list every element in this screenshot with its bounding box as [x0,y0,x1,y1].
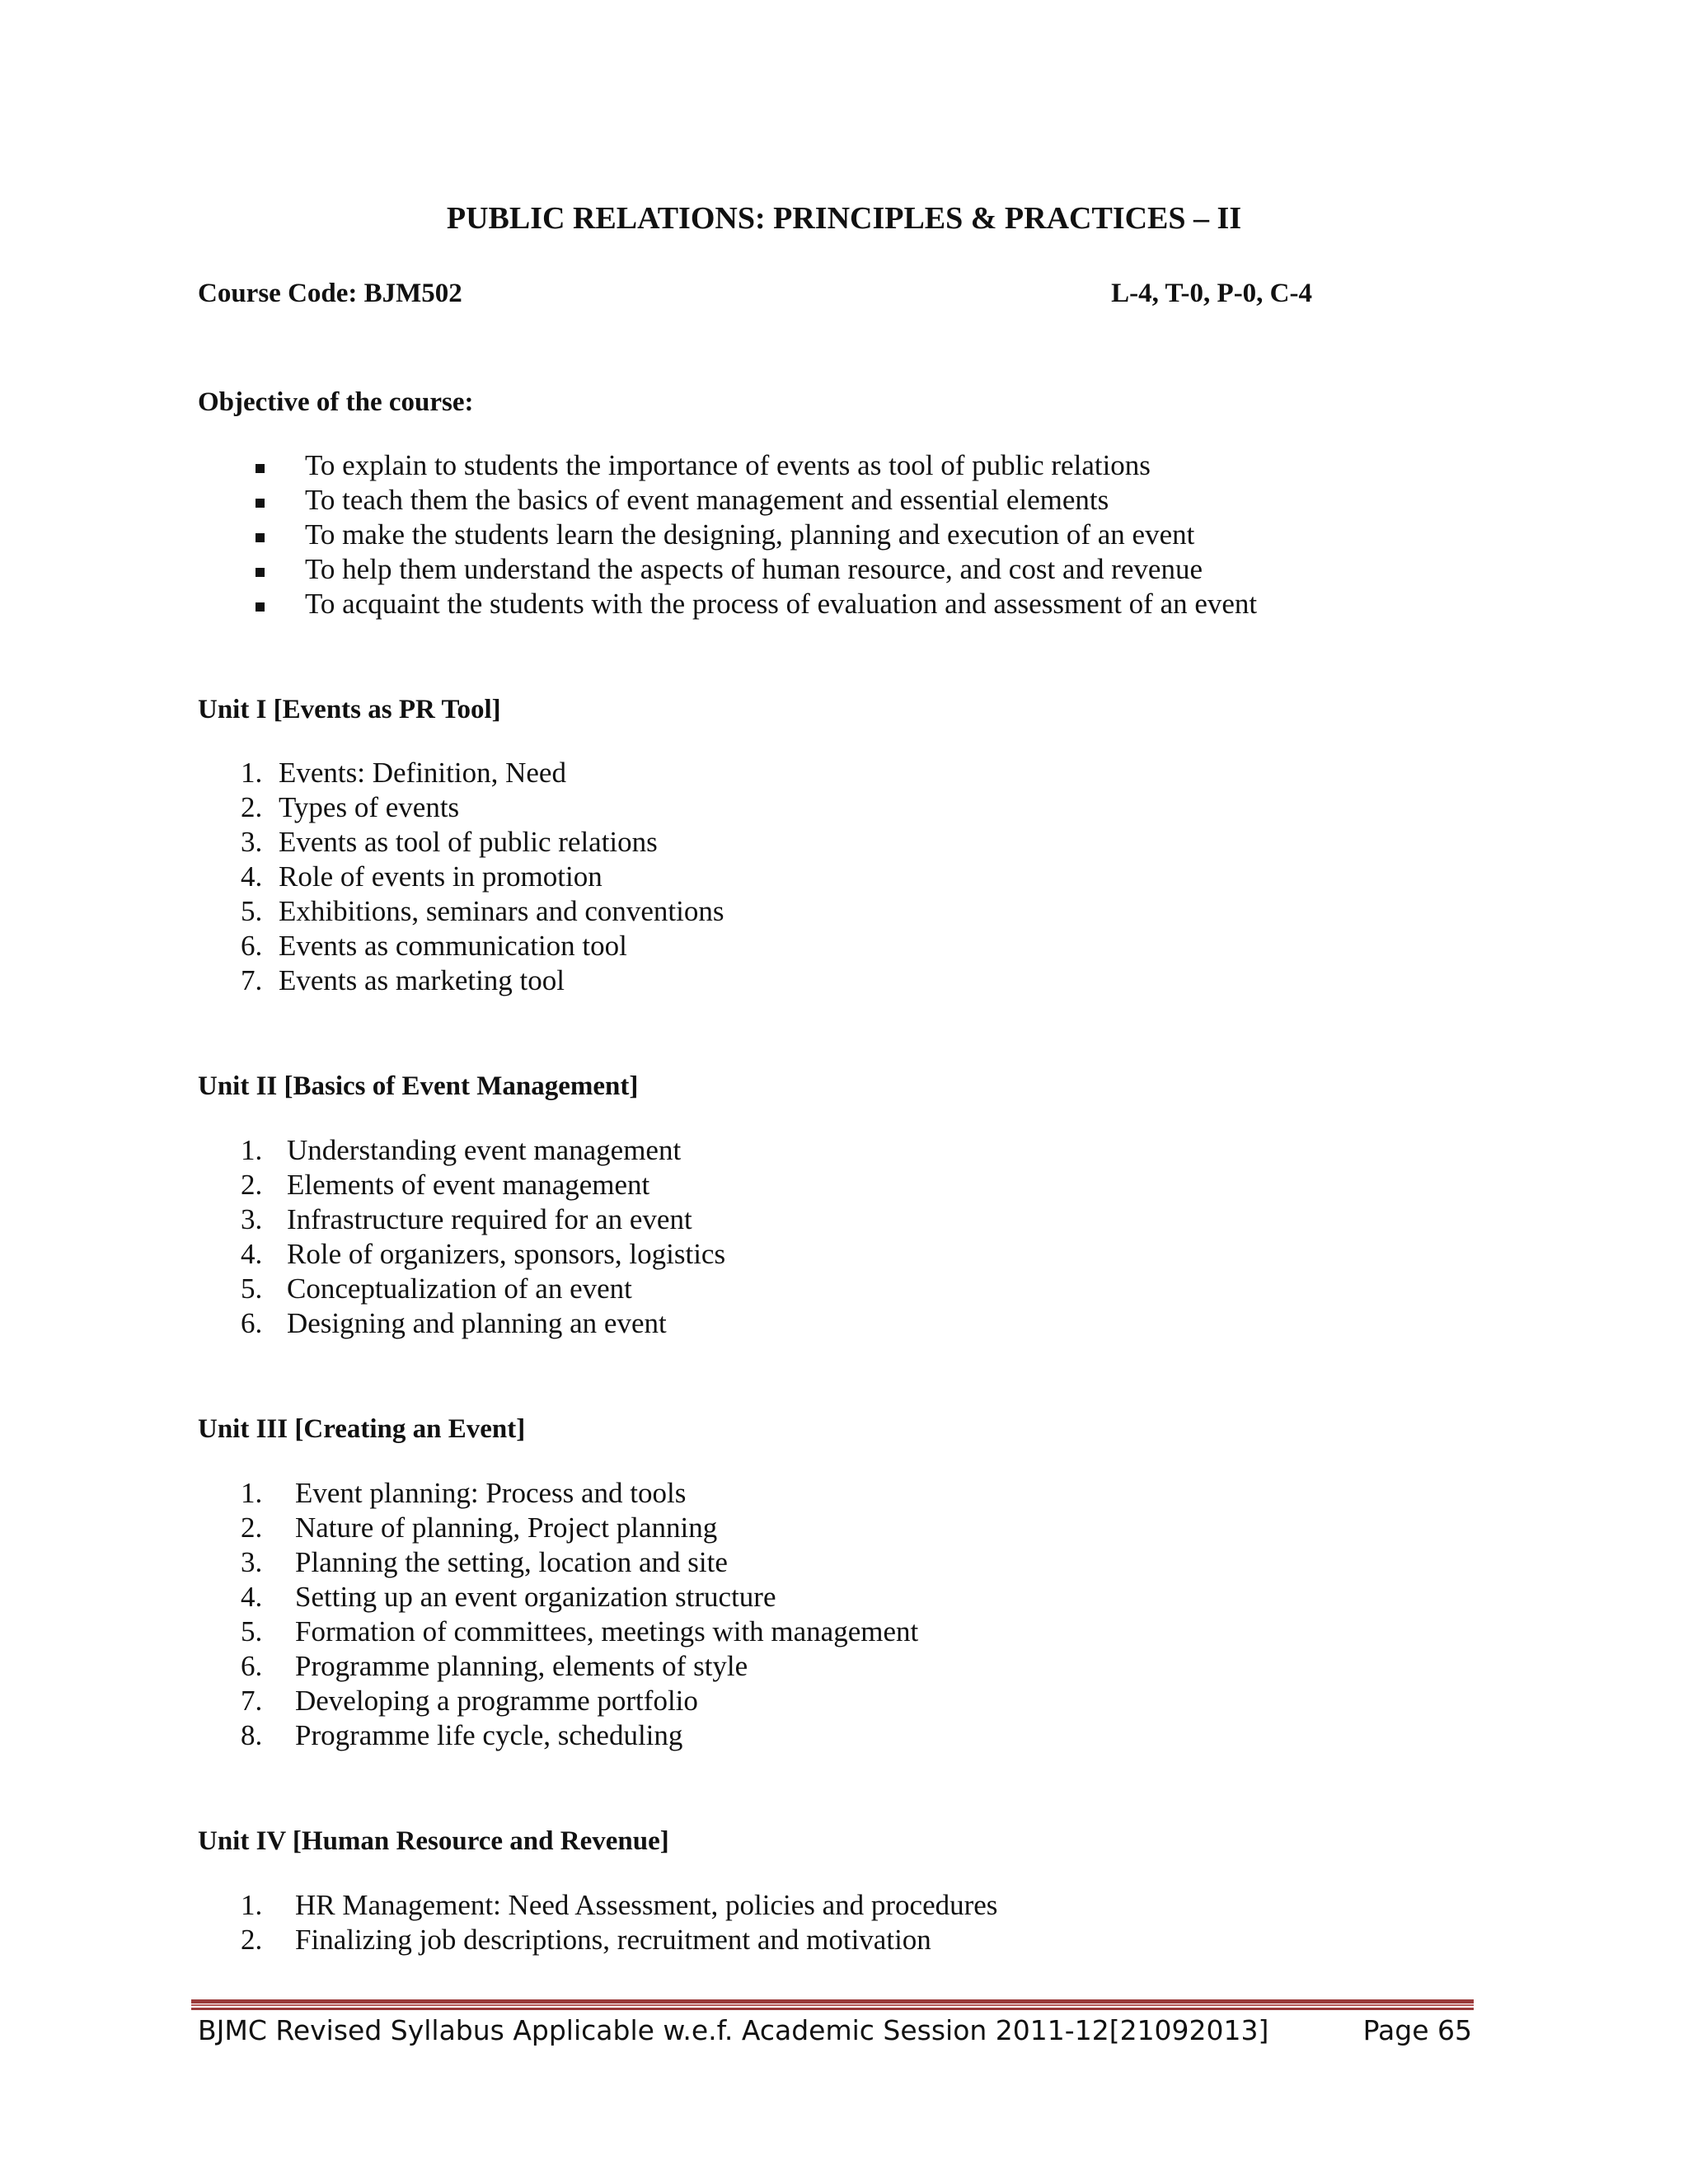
list-item-number: 3. [241,826,263,858]
list-item: Planning the setting, location and site [295,1546,728,1578]
list-item: Developing a programme portfolio [295,1685,698,1717]
list-item-number: 2. [241,1924,263,1956]
list-item-number: 4. [241,860,263,893]
list-item: Events: Definition, Need [279,757,566,789]
list-item-number: 2. [241,791,263,823]
list-item: HR Management: Need Assessment, policies and procedures [295,1889,998,1921]
list-item-number: 8. [241,1719,263,1751]
list-item-number: 7. [241,964,263,996]
list-item: Nature of planning, Project planning [295,1511,718,1544]
list-item-number: 3. [241,1546,263,1578]
page-title: PUBLIC RELATIONS: PRINCIPLES & PRACTICES – II [446,201,1242,236]
list-item-number: 5. [241,1272,263,1305]
list-item-number: 3. [241,1203,263,1235]
objective-item: To teach them the basics of event management and essential elements [305,484,1109,516]
objective-item: To help them understand the aspects of human resource, and cost and revenue [305,553,1203,585]
objective-item: To make the students learn the designing, planning and execution of an event [305,518,1195,551]
list-item: Event planning: Process and tools [295,1477,687,1509]
objective-item: To explain to students the importance of events as tool of public relations [305,449,1151,481]
list-item-number: 4. [241,1238,263,1270]
list-item: Conceptualization of an event [287,1272,632,1305]
unit-heading: Unit IV [Human Resource and Revenue] [198,1826,669,1856]
bullet-icon [256,533,265,542]
list-item: Infrastructure required for an event [287,1203,692,1235]
list-item: Elements of event management [287,1169,650,1201]
list-item-number: 2. [241,1169,263,1201]
list-item: Events as tool of public relations [279,826,658,858]
list-item: Designing and planning an event [287,1307,667,1339]
list-item: Events as marketing tool [279,964,565,996]
list-item-number: 1. [241,757,263,789]
objective-item: To acquaint the students with the process of evaluation and assessment of an event [305,588,1258,620]
course-code: Course Code: BJM502 [198,279,462,308]
bullet-icon [256,499,265,508]
list-item: Finalizing job descriptions, recruitment and motivation [295,1924,931,1956]
bullet-icon [256,602,265,612]
footer-divider [191,1999,1474,2010]
list-item-number: 1. [241,1134,263,1166]
list-item: Programme planning, elements of style [295,1650,748,1682]
objective-heading: Objective of the course: [198,387,474,417]
list-item: Role of events in promotion [279,860,603,893]
list-item: Programme life cycle, scheduling [295,1719,683,1751]
list-item-number: 2. [241,1511,263,1544]
list-item: Types of events [279,791,460,823]
unit-heading: Unit II [Basics of Event Management] [198,1071,639,1101]
list-item-number: 1. [241,1889,263,1921]
list-item: Understanding event management [287,1134,682,1166]
unit-heading: Unit III [Creating an Event] [198,1414,526,1444]
list-item: Formation of committees, meetings with management [295,1615,919,1647]
unit-heading: Unit I [Events as PR Tool] [198,695,501,724]
list-item-number: 1. [241,1477,263,1509]
list-item-number: 6. [241,1650,263,1682]
list-item: Setting up an event organization structure [295,1581,776,1613]
list-item: Events as communication tool [279,930,627,962]
footer-text: BJMC Revised Syllabus Applicable w.e.f. Academic Session 2011-12[21092013] [198,2014,1269,2046]
list-item-number: 6. [241,930,263,962]
list-item: Role of organizers, sponsors, logistics [287,1238,726,1270]
list-item-number: 4. [241,1581,263,1613]
bullet-icon [256,464,265,473]
list-item-number: 5. [241,895,263,927]
list-item-number: 5. [241,1615,263,1647]
list-item-number: 7. [241,1685,263,1717]
page-number: Page 65 [1362,2014,1472,2046]
credits: L-4, T-0, P-0, C-4 [1111,279,1312,308]
list-item-number: 6. [241,1307,263,1339]
bullet-icon [256,568,265,577]
list-item: Exhibitions, seminars and conventions [279,895,724,927]
